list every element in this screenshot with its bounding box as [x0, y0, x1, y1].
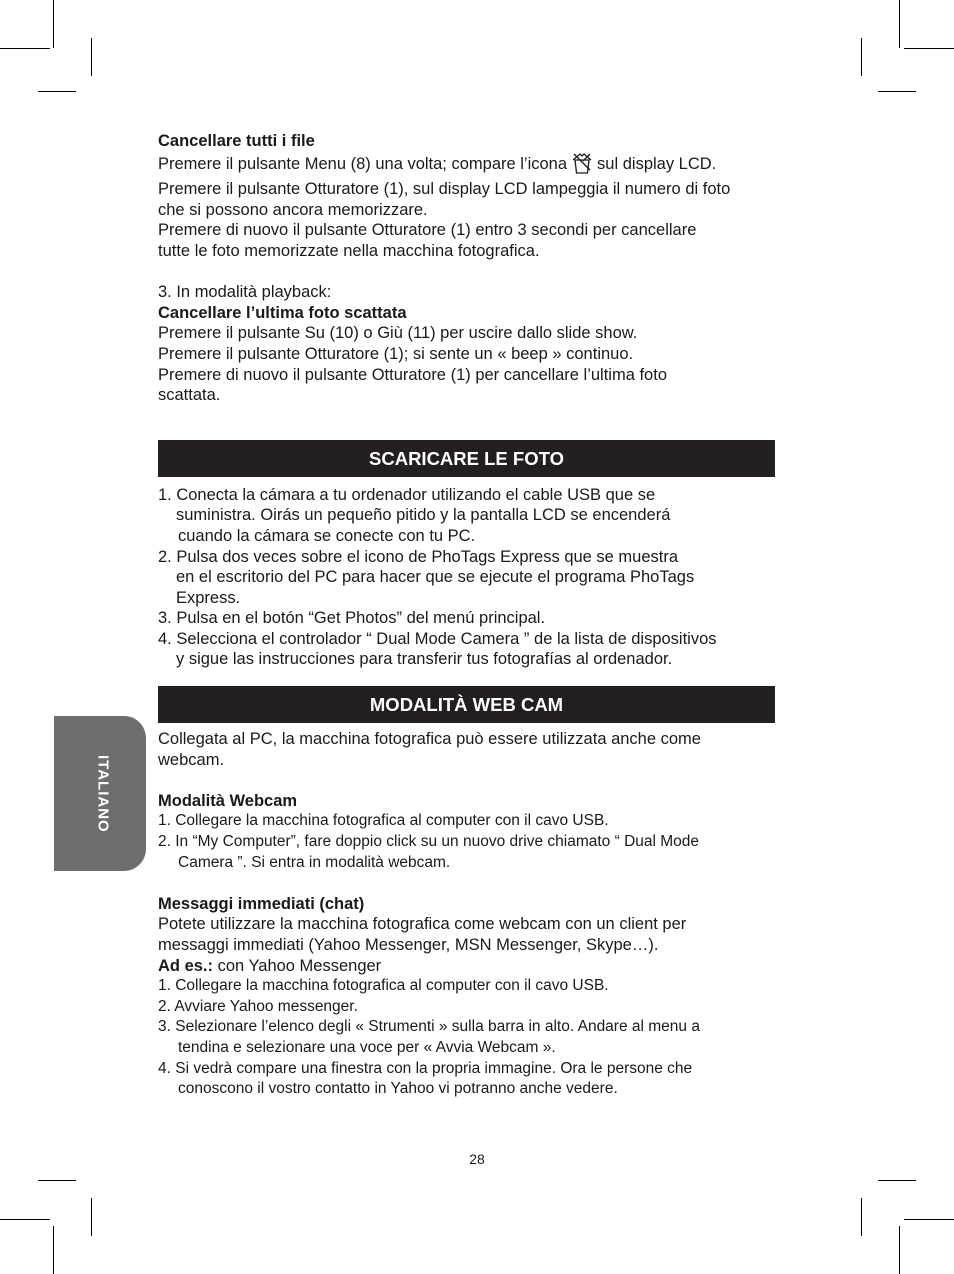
subsection-heading-chat: Messaggi immediati (chat) — [158, 894, 365, 913]
list-item: 2. Avviare Yahoo messenger. — [158, 997, 358, 1015]
list-item: 4. Selecciona el controlador “ Dual Mode Camera ” de la lista de dispositivos — [158, 629, 717, 648]
crop-mark — [861, 38, 862, 76]
paragraph-line: Potete utilizzare la macchina fotografica come webcam con un client per — [158, 915, 687, 934]
subsection-heading-webcam-mode: Modalità Webcam — [158, 791, 298, 810]
paragraph-line — [158, 152, 778, 180]
list-item: 1. Conecta la cámara a tu ordenador utilizando el cable USB que se — [158, 485, 656, 504]
crop-mark — [899, 0, 900, 48]
list-item: 3. Pulsa en el botón “Get Photos” del menú principal. — [158, 609, 546, 628]
example-line — [158, 956, 778, 977]
section-heading-delete-last: Cancellare l’ultima foto scattata — [158, 303, 407, 322]
paragraph-line: Premere il pulsante Otturatore (1), sul display LCD lampeggia il numero di foto — [158, 180, 731, 199]
crop-mark — [91, 38, 92, 76]
crop-mark — [0, 48, 50, 49]
list-item-continuation: suministra. Oirás un pequeño pitido y la pantalla LCD se encenderá — [176, 506, 671, 525]
delete-all-icon — [571, 152, 593, 180]
list-item: 4. Si vedrà compare una finestra con la propria immagine. Ora le persone che — [158, 1059, 693, 1077]
paragraph-line: messaggi immediati (Yahoo Messenger, MSN Messenger, Skype…). — [158, 936, 659, 954]
text-before-icon: Premere il pulsante Menu (8) una volta; compare l’icona — [158, 154, 568, 173]
crop-mark — [861, 1198, 862, 1236]
paragraph-line: Premere di nuovo il pulsante Otturatore (1) entro 3 secondi per cancellare — [158, 221, 697, 240]
crop-mark — [53, 1226, 54, 1274]
list-item-continuation: Express. — [176, 588, 241, 607]
section-heading-delete-all: Cancellare tutti i file — [158, 132, 315, 150]
crop-mark — [878, 1180, 916, 1181]
paragraph-line: Premere di nuovo il pulsante Otturatore (1) per cancellare l’ultima foto — [158, 365, 667, 384]
list-item-continuation: y sigue las instrucciones para transferir tus fotografías al ordenador. — [176, 650, 673, 669]
crop-mark — [899, 1226, 900, 1274]
list-item-continuation: cuando la cámara se conecte con tu PC. — [178, 526, 476, 545]
text-after-icon: sul display LCD. — [597, 154, 717, 173]
crop-mark — [38, 91, 76, 92]
list-item-continuation: conoscono il vostro contatto in Yahoo vi potranno anche vedere. — [178, 1080, 618, 1098]
list-item-continuation: Camera ”. Si entra in modalità webcam. — [178, 853, 451, 871]
paragraph-line: Premere il pulsante Su (10) o Giù (11) per uscire dallo slide show. — [158, 324, 638, 343]
paragraph-line: Collegata al PC, la macchina fotografica può essere utilizzata anche come — [158, 730, 701, 749]
paragraph-line: scattata. — [158, 386, 221, 405]
list-item-continuation: tendina e selezionare una voce per « Avvia Webcam ». — [178, 1038, 556, 1056]
section-title-bar-webcam: MODALITÀ WEB CAM — [158, 686, 775, 723]
crop-mark — [91, 1198, 92, 1236]
list-item: 2. In “My Computer”, fare doppio click su un nuovo drive chiamato “ Dual Mode — [158, 833, 700, 851]
list-item: 2. Pulsa dos veces sobre el icono de PhoTags Express que se muestra — [158, 547, 679, 566]
example-text: con Yahoo Messenger — [213, 956, 382, 975]
playback-intro: 3. In modalità playback: — [158, 283, 332, 302]
list-item: 1. Collegare la macchina fotografica al computer con il cavo USB. — [158, 812, 609, 830]
list-item: 3. Selezionare l’elenco degli « Strumenti » sulla barra in alto. Andare al menu a — [158, 1018, 700, 1036]
paragraph-line: tutte le foto memorizzate nella macchina fotografica. — [158, 241, 540, 260]
paragraph-line: Premere il pulsante Otturatore (1); si sente un « beep » continuo. — [158, 344, 634, 363]
crop-mark — [0, 1219, 50, 1220]
paragraph-line: webcam. — [158, 750, 225, 769]
page-number: 28 — [469, 1151, 485, 1167]
list-item: 1. Collegare la macchina fotografica al computer con il cavo USB. — [158, 977, 609, 995]
page-content — [158, 131, 778, 1100]
paragraph-line: che si possono ancora memorizzare. — [158, 200, 428, 219]
crop-mark — [53, 0, 54, 48]
crop-mark — [878, 91, 916, 92]
list-item-continuation: en el escritorio del PC para hacer que se ejecute el programa PhoTags — [176, 568, 695, 587]
example-label: Ad es.: — [158, 956, 214, 975]
language-tab-label: ITALIANO — [94, 755, 112, 833]
crop-mark — [38, 1180, 76, 1181]
crop-mark — [904, 1219, 954, 1220]
section-title-bar-download: SCARICARE LE FOTO — [158, 440, 775, 477]
crop-mark — [904, 48, 954, 49]
